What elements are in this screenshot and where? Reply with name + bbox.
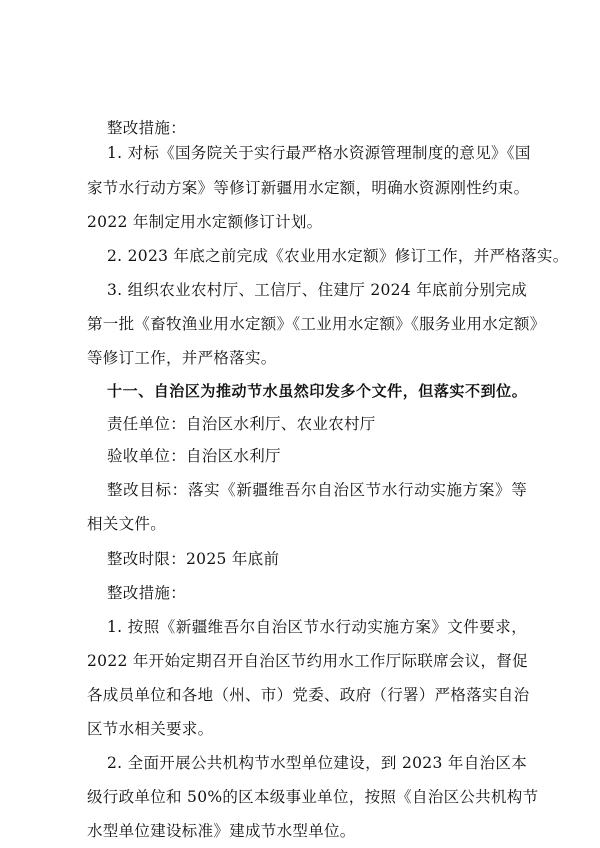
measure-1-line-1: 1. 对标《国务院关于实行最严格水资源管理制度的意见》《国 [107, 144, 531, 162]
measure-1-line-2: 家节水行动方案》等修订新疆用水定额，明确水资源刚性约束。 [87, 179, 530, 197]
responsible-unit: 责任单位：自治区水利厅、农业农村厅 [107, 415, 376, 433]
section-11-measure-1-line-1: 1. 按照《新疆维吾尔自治区节水行动实施方案》文件要求， [107, 618, 527, 636]
section-11-measure-2-line-2: 级行政单位和 50%的区本级事业单位，按照《自治区公共机构节 [87, 788, 539, 806]
section-11-measure-1-line-3: 各成员单位和各地（州、市）党委、政府（行署）严格落实自治 [87, 686, 530, 704]
rectification-deadline: 整改时限：2025 年底前 [107, 550, 280, 568]
measure-3-line-3: 等修订工作，并严格落实。 [87, 349, 277, 367]
rectification-goal-line-1: 整改目标：落实《新疆维吾尔自治区节水行动实施方案》等 [107, 481, 527, 499]
measures-heading-1: 整改措施： [107, 119, 187, 137]
section-11-measure-1-line-4: 区节水相关要求。 [87, 720, 214, 738]
acceptance-unit: 验收单位：自治区水利厅 [107, 447, 281, 465]
measures-heading-2: 整改措施： [107, 584, 187, 602]
measure-1-line-3: 2022 年制定用水定额修订计划。 [87, 213, 323, 231]
rectification-goal-line-2: 相关文件。 [87, 515, 167, 533]
measure-3-line-1: 3. 组织农业农村厅、工信厅、住建厅 2024 年底前分别完成 [107, 281, 527, 299]
measure-3-line-2: 第一批《畜牧渔业用水定额》《工业用水定额》《服务业用水定额》 [87, 315, 546, 333]
section-11-measure-2-line-1: 2. 全面开展公共机构节水型单位建设，到 2023 年自治区本 [107, 754, 527, 772]
section-11-measure-1-line-2: 2022 年开始定期召开自治区节约用水工作厅际联席会议，督促 [87, 652, 528, 670]
section-11-measure-2-line-3: 水型单位建设标准》建成节水型单位。 [87, 822, 356, 840]
measure-2-line-1: 2. 2023 年底之前完成《农业用水定额》修订工作，并严格落实。 [107, 247, 569, 265]
section-heading-11: 十一、自治区为推动节水虽然印发多个文件，但落实不到位。 [107, 382, 527, 400]
